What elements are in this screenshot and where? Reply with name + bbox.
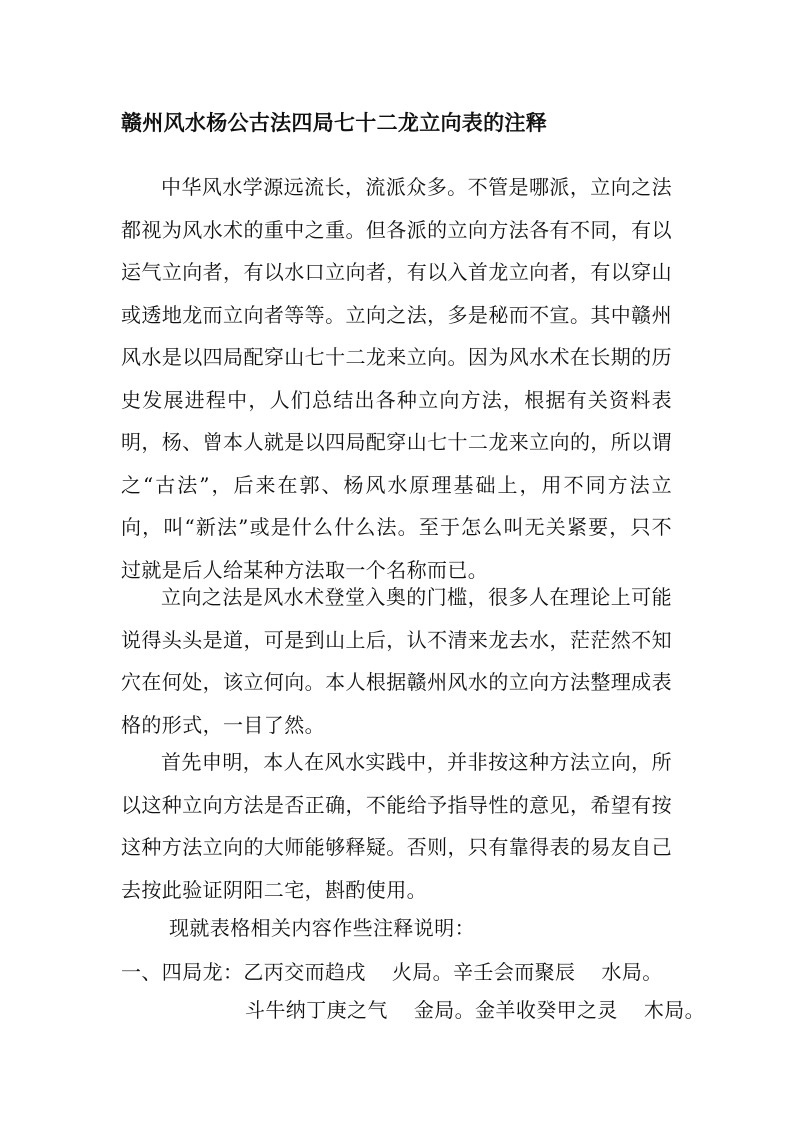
note-item-1-result-d: 木局。 (643, 998, 706, 1022)
note-item-1-phrase-c: 斗牛纳丁庚之气 (245, 998, 388, 1022)
note-item-1-result-a: 火局。 (391, 960, 454, 984)
note-item-1-phrase-d: 金羊收癸甲之灵 (475, 998, 618, 1022)
document-title: 赣州风水杨公古法四局七十二龙立向表的注释 (121, 110, 547, 135)
paragraph-3: 首先申明，本人在风水实践中，并非按这种方法立向，所以这种立向方法是否正确，不能给予指导性的意见，希望有按这种方法立向的大师能够释疑。否则，只有靠得表的易友自己去按此验证阴阳二宅，斟酌使用。 (121, 750, 672, 902)
note-item-1-continuation (245, 995, 705, 1025)
notes-intro: 现就表格相关内容作些注释说明： (169, 916, 475, 940)
paragraph-1: 中华风水学源远流长，流派众多。不管是哪派，立向之法都视为风水术的重中之重。但各派的立向方法各有不同，有以运气立向者，有以水口立向者，有以入首龙立向者，有以穿山或透地龙而立向者等等。立向之法，多是秘而不宣。其中赣州风水是以四局配穿山七十二龙来立向。因为风水术在长期的历史发展进程中，人们总结出各种立向方法，根据有关资料表明，杨、曾本人就是以四局配穿山七十二龙来立向的，所以谓之“古法”，后来在郭、杨风水原理基础上，用不同方法立向，叫“新法”或是什么什么法。至于怎么叫无关紧要，只不过就是后人给某种方法取一个名称而已。 (121, 175, 672, 582)
note-item-1-phrase-a: 乙丙交而趋戌 (243, 960, 366, 984)
note-item-1-result-c: 金局。 (413, 998, 476, 1022)
note-item-1-result-b: 水局。 (601, 960, 663, 984)
paragraph-2: 立向之法是风水术登堂入奥的门槛，很多人在理论上可能说得头头是道，可是到山上后，认不清来龙去水，茫茫然不知穴在何处，该立何向。本人根据赣州风水的立向方法整理成表格的形式，一目了然。 (121, 585, 672, 737)
note-item-1 (121, 957, 663, 987)
note-item-1-phrase-b: 辛壬会而聚辰 (453, 960, 576, 984)
note-item-1-label: 一、四局龙： (121, 960, 244, 984)
